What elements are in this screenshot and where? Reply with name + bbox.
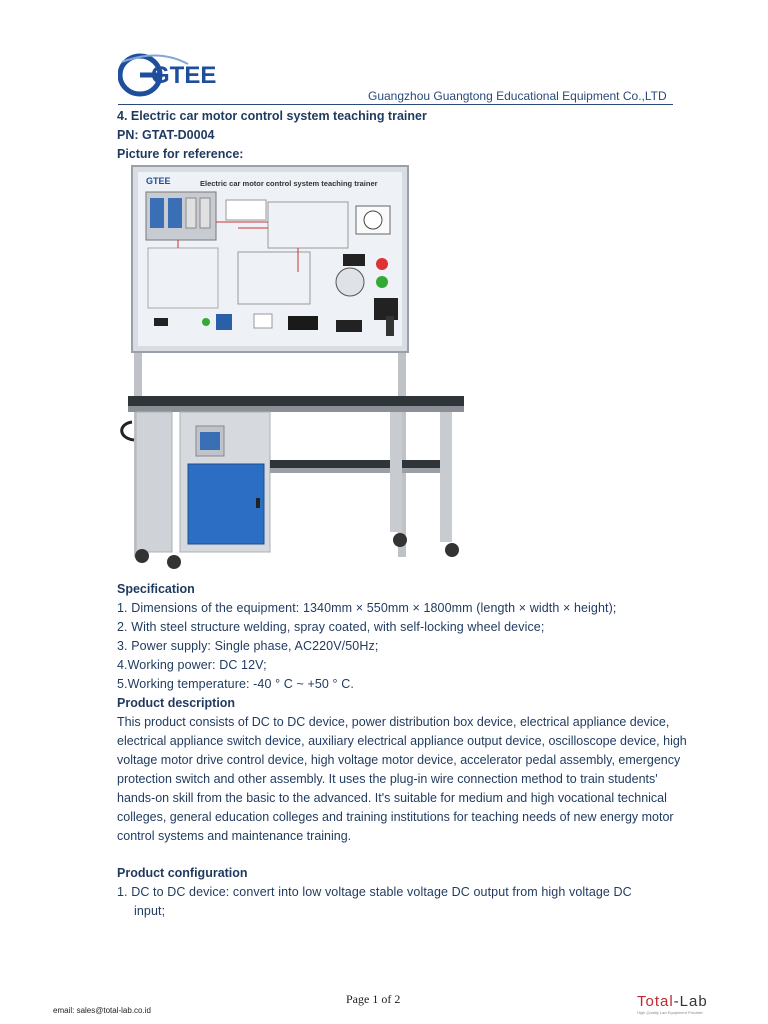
spec-item: 4.Working power: DC 12V; [117,658,267,672]
product-configuration-heading: Product configuration [117,866,248,880]
svg-text:Electric car motor control sys: Electric car motor control system teaching trainer [200,179,378,188]
config-item: 1. DC to DC device: convert into low voltage stable voltage DC output from high voltage DC [117,885,632,899]
gtee-logo [118,50,228,100]
header-divider [118,104,673,105]
footer-email: email: sales@total-lab.co.id [53,1006,151,1015]
svg-text:GTEE: GTEE [151,62,217,89]
svg-text:GTEE: GTEE [146,176,171,186]
brand-tagline: High Quality Lab Equipment Provider [637,1010,703,1015]
page-number: Page 1 of 2 [346,992,401,1006]
picture-label: Picture for reference: [117,147,244,161]
company-name: Guangzhou Guangtong Educational Equipment Co.,LTD [368,89,667,103]
product-description-text: This product consists of DC to DC device, power distribution box device, electrical appliance device, electrical appliance switch device, auxiliary electrical appliance output device, oscilloscope device, high voltage motor drive control device, high voltage motor device, accelerator pedal assembly, emergency protection switch and other assembly. It uses the plug-in wire connection method to train students' hands-on skill from the basic to the advanced. It's suitable for medium and high vocational technical colleges, general education colleges and training institutions for teaching needs of new energy motor control systems and maintenance training. [117,715,687,843]
brand-part2: -Lab [673,993,708,1010]
spec-item: 2. With steel structure welding, spray coated, with self-locking wheel device; [117,620,545,634]
total-lab-logo [637,993,708,1010]
specification-heading: Specification [117,582,195,596]
config-item-continuation: input; [134,904,166,918]
document-title: 4. Electric car motor control system teaching trainer [117,109,427,123]
part-number: PN: GTAT-D0004 [117,128,215,142]
product-description-heading: Product description [117,696,236,710]
spec-item: 5.Working temperature: -40 ° C ~ +50 ° C. [117,677,354,691]
brand-part1: Total [637,993,674,1010]
spec-item: 3. Power supply: Single phase, AC220V/50Hz; [117,639,379,653]
spec-item: 1. Dimensions of the equipment: 1340mm × 550mm × 1800mm (length × width × height); [117,601,617,615]
product-photo [118,162,468,572]
